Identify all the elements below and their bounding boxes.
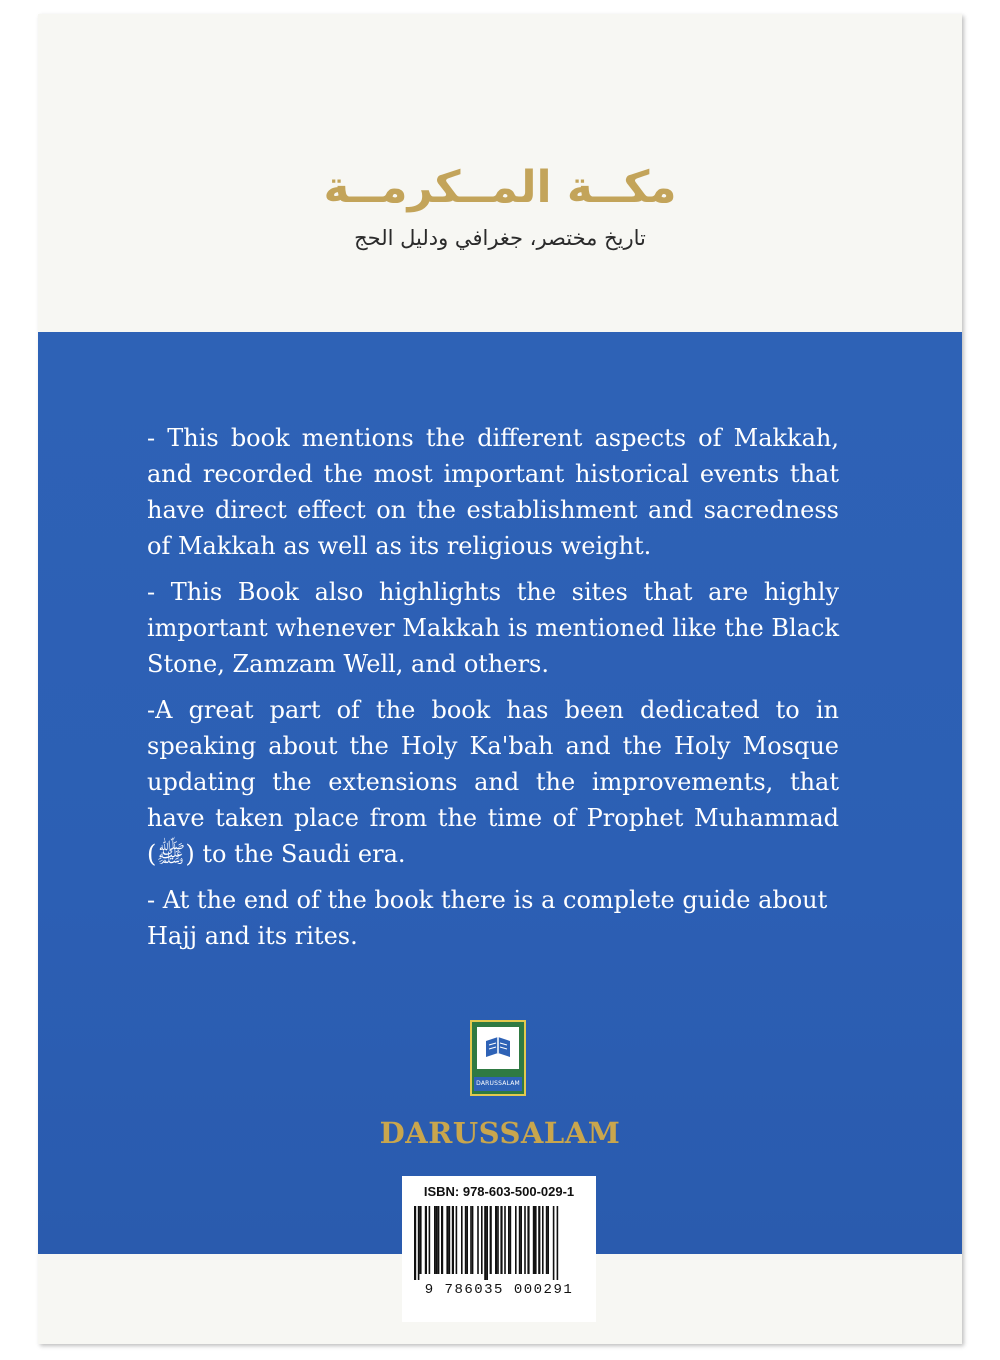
- barcode-icon: [412, 1206, 586, 1280]
- barcode-bar: [486, 1206, 488, 1280]
- barcode-bar: [436, 1206, 438, 1274]
- barcode-bar: [535, 1206, 537, 1274]
- barcode-bar: [490, 1206, 492, 1274]
- top-panel: [38, 14, 962, 332]
- barcode-bar: [484, 1206, 486, 1280]
- barcode-bar: [461, 1206, 463, 1274]
- barcode-bar: [446, 1206, 448, 1274]
- barcode-bar: [465, 1206, 467, 1274]
- book-back-cover: [38, 14, 962, 1344]
- barcode-bar: [546, 1206, 548, 1274]
- barcode-digits: 9 786035 000291: [424, 1282, 574, 1298]
- barcode-bar: [452, 1206, 454, 1274]
- barcode-bar: [472, 1206, 474, 1274]
- publisher-logo: [470, 1020, 526, 1096]
- barcode-bar: [438, 1206, 440, 1274]
- barcode-bar: [515, 1206, 517, 1274]
- barcode-bar: [553, 1206, 555, 1280]
- barcode-bar: [510, 1206, 512, 1274]
- barcode-bar: [557, 1206, 559, 1280]
- description-paragraph-4: - At the end of the book there is a complete guide about Hajj and its rites.: [147, 886, 828, 950]
- barcode-bar: [470, 1206, 472, 1274]
- description-paragraph-3: -A great part of the book has been dedicated to in speaking about the Holy Ka'bah and the Holy Mosque updating the extensions and the improvements, that have taken place from the time of Prophet Muhammad (ﷺ) to the Saudi era.: [147, 696, 839, 868]
- barcode-bar: [449, 1206, 451, 1274]
- description-paragraph-2: - This Book also highlights the sites that are highly important whenever Makkah is mentioned like the Black Stone, Zamzam Well, and others.: [147, 578, 839, 678]
- description-paragraph-1: - This book mentions the different aspects of Makkah, and recorded the most important historical events that have direct effect on the establishment and sacredness of Makkah as well as its religious weight.: [147, 424, 839, 560]
- logo-emblem: [477, 1027, 519, 1069]
- barcode-bar: [481, 1206, 483, 1274]
- book-icon: [484, 1035, 512, 1061]
- barcode-bar: [520, 1206, 522, 1274]
- logo-label: DARUSSALAM: [474, 1077, 522, 1091]
- barcode-bar: [500, 1206, 502, 1274]
- barcode-bar: [497, 1206, 499, 1274]
- barcode-bar: [477, 1206, 479, 1274]
- barcode-bar: [538, 1206, 540, 1274]
- barcode-bar: [504, 1206, 506, 1274]
- barcode-bar: [508, 1206, 510, 1274]
- barcode-bar: [434, 1206, 436, 1274]
- arabic-subtitle: تاريخ مختصر، جغرافي ودليل الحج: [354, 226, 646, 250]
- barcode-bar: [414, 1206, 416, 1280]
- barcode-bar: [519, 1206, 521, 1274]
- barcode-bar: [547, 1206, 549, 1274]
- isbn-label: ISBN: 978-603-500-029-1: [423, 1184, 575, 1199]
- barcode-bar: [542, 1206, 544, 1274]
- barcode-block: [402, 1176, 596, 1322]
- publisher-name: DARUSSALAM: [379, 1116, 621, 1150]
- barcode-bar: [429, 1206, 431, 1274]
- description-text: [147, 420, 839, 964]
- barcode-bar: [466, 1206, 468, 1274]
- barcode-bar: [495, 1206, 497, 1274]
- barcode-bar: [441, 1206, 443, 1274]
- barcode-bar: [533, 1206, 535, 1274]
- barcode-bar: [527, 1206, 529, 1274]
- arabic-title: مكــة المــكرمــة: [323, 162, 677, 213]
- barcode-bar: [456, 1206, 458, 1274]
- barcode-bar: [419, 1206, 421, 1274]
- blue-panel: [38, 332, 962, 1254]
- barcode-bar: [418, 1206, 420, 1280]
- barcode-bar: [425, 1206, 427, 1274]
- barcode-bar: [524, 1206, 526, 1274]
